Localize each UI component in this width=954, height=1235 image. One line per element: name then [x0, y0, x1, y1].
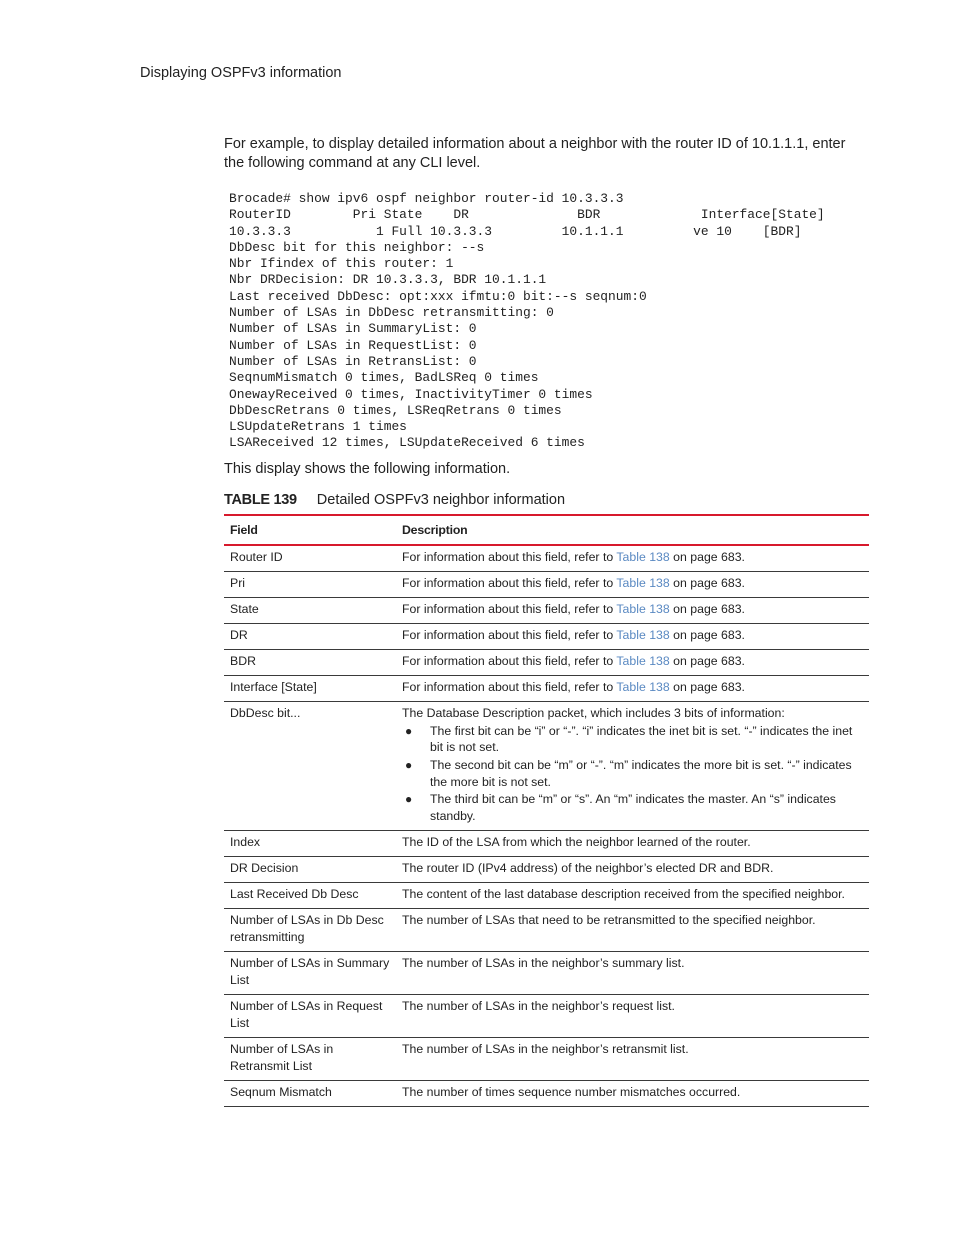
table-row	[224, 831, 869, 857]
description-cell	[396, 650, 869, 676]
ref-page-text: on page 683.	[669, 654, 745, 668]
ref-page-text: on page 683.	[669, 602, 745, 616]
field-cell: Number of LSAs in Request List	[224, 995, 396, 1038]
ref-text: For information about this field, refer to	[402, 550, 617, 564]
table-row	[224, 952, 869, 995]
table-138-link[interactable]: Table 138	[616, 602, 670, 616]
bullet-list	[402, 723, 863, 825]
field-cell: Last Received Db Desc	[224, 883, 396, 909]
table-row	[224, 572, 869, 598]
ref-page-text: on page 683.	[669, 628, 745, 642]
ref-text: For information about this field, refer to	[402, 628, 617, 642]
cli-line: Number of LSAs in RetransList: 0	[229, 353, 477, 369]
table-row	[224, 1038, 869, 1081]
description-cell	[396, 624, 869, 650]
cli-line: Number of LSAs in SummaryList: 0	[229, 321, 477, 337]
description-cell: The ID of the LSA from which the neighbor learned of the router.	[396, 831, 869, 857]
ref-text: For information about this field, refer to	[402, 654, 617, 668]
field-cell: Pri	[224, 572, 396, 598]
bullet-text: The third bit can be “m” or “s”. An “m” indicates the master. An “s” indicates standby.	[430, 792, 836, 824]
field-cell: Index	[224, 831, 396, 857]
description-cell: The content of the last database description received from the specified neighbor.	[396, 883, 869, 909]
table-row	[224, 676, 869, 702]
table-row	[224, 883, 869, 909]
table-row	[224, 598, 869, 624]
cli-line: DbDescRetrans 0 times, LSReqRetrans 0 times	[229, 402, 562, 418]
description-cell: The number of times sequence number mismatches occurred.	[396, 1081, 869, 1107]
field-cell: BDR	[224, 650, 396, 676]
field-cell: Number of LSAs in Summary List	[224, 952, 396, 995]
table-row	[224, 702, 869, 831]
description-cell	[396, 598, 869, 624]
field-cell: DbDesc bit...	[224, 702, 396, 831]
cli-line: Nbr Ifindex of this router: 1	[229, 256, 454, 272]
table-row	[224, 1081, 869, 1107]
field-column-header: Field	[224, 515, 396, 545]
cli-line: LSUpdateRetrans 1 times	[229, 419, 407, 435]
neighbor-info-table	[224, 514, 869, 1107]
bullet-item	[402, 791, 863, 824]
description-cell: The number of LSAs in the neighbor’s retransmit list.	[396, 1038, 869, 1081]
cli-line: SeqnumMismatch 0 times, BadLSReq 0 times	[229, 370, 539, 386]
table-header-row	[224, 515, 869, 545]
field-cell: Router ID	[224, 545, 396, 572]
description-cell: The number of LSAs that need to be retransmitted to the specified neighbor.	[396, 909, 869, 952]
table-row	[224, 545, 869, 572]
cli-output-block	[229, 191, 825, 452]
description-column-header: Description	[396, 515, 869, 545]
field-cell: Number of LSAs in Db Desc retransmitting	[224, 909, 396, 952]
description-text: The Database Description packet, which includes 3 bits of information:	[402, 706, 785, 720]
bullet-text: The second bit can be “m” or “-”. “m” indicates the more bit is set. “-” indicates the more bit is not set.	[430, 757, 852, 789]
cli-line: Brocade# show ipv6 ospf neighbor router-id 10.3.3.3	[229, 191, 624, 206]
ref-text: For information about this field, refer to	[402, 680, 617, 694]
field-cell: DR	[224, 624, 396, 650]
bullet-icon: ●	[405, 723, 413, 738]
ref-page-text: on page 683.	[669, 550, 745, 564]
cli-line: LSAReceived 12 times, LSUpdateReceived 6 times	[229, 435, 585, 451]
table-row	[224, 995, 869, 1038]
field-cell: Seqnum Mismatch	[224, 1081, 396, 1107]
field-cell: Number of LSAs in Retransmit List	[224, 1038, 396, 1081]
cli-line: Number of LSAs in DbDesc retransmitting: 0	[229, 305, 554, 321]
intro-paragraph: For example, to display detailed information about a neighbor with the router ID of 10.1.1.1, enter the following command at any CLI level.	[224, 136, 846, 171]
bullet-item	[402, 723, 863, 756]
field-cell: State	[224, 598, 396, 624]
field-cell: DR Decision	[224, 857, 396, 883]
display-note: This display shows the following information.	[224, 461, 511, 477]
cli-line: Nbr DRDecision: DR 10.3.3.3, BDR 10.1.1.1	[229, 272, 547, 288]
cli-line: Number of LSAs in RequestList: 0	[229, 337, 477, 353]
description-cell: The router ID (IPv4 address) of the neighbor’s elected DR and BDR.	[396, 857, 869, 883]
field-cell: Interface [State]	[224, 676, 396, 702]
description-cell	[396, 676, 869, 702]
description-cell	[396, 545, 869, 572]
description-cell: The number of LSAs in the neighbor’s request list.	[396, 995, 869, 1038]
ref-page-text: on page 683.	[669, 576, 745, 590]
table-caption	[224, 492, 565, 508]
ref-page-text: on page 683.	[669, 680, 745, 694]
table-number-label: TABLE 139	[224, 492, 297, 508]
table-row	[224, 857, 869, 883]
cli-line: Last received DbDesc: opt:xxx ifmtu:0 bit:--s seqnum:0	[229, 288, 647, 304]
table-row	[224, 650, 869, 676]
description-cell: The number of LSAs in the neighbor’s summary list.	[396, 952, 869, 995]
ref-text: For information about this field, refer to	[402, 576, 617, 590]
ref-text: For information about this field, refer to	[402, 602, 617, 616]
running-head-title: Displaying OSPFv3 information	[140, 65, 342, 81]
cli-line: 10.3.3.3 1 Full 10.3.3.3 10.1.1.1 ve 10 [BDR]	[229, 223, 802, 239]
cli-line: RouterID Pri State DR BDR Interface[State]	[229, 207, 825, 223]
cli-line: DbDesc bit for this neighbor: --s	[229, 239, 485, 255]
bullet-item	[402, 757, 863, 790]
table-row	[224, 909, 869, 952]
table-138-link[interactable]: Table 138	[616, 680, 670, 694]
table-row	[224, 624, 869, 650]
table-138-link[interactable]: Table 138	[616, 654, 670, 668]
bullet-icon: ●	[405, 757, 413, 772]
cli-line: OnewayReceived 0 times, InactivityTimer 0 times	[229, 386, 593, 402]
bullet-icon: ●	[405, 792, 413, 807]
bullet-text: The first bit can be “i” or “-”. “i” indicates the inet bit is set. “-” indicates the inet bit is not set.	[430, 723, 853, 755]
description-cell	[396, 702, 869, 831]
table-138-link[interactable]: Table 138	[616, 550, 670, 564]
description-cell	[396, 572, 869, 598]
table-title: Detailed OSPFv3 neighbor information	[316, 492, 566, 508]
table-138-link[interactable]: Table 138	[616, 628, 670, 642]
table-138-link[interactable]: Table 138	[616, 576, 670, 590]
